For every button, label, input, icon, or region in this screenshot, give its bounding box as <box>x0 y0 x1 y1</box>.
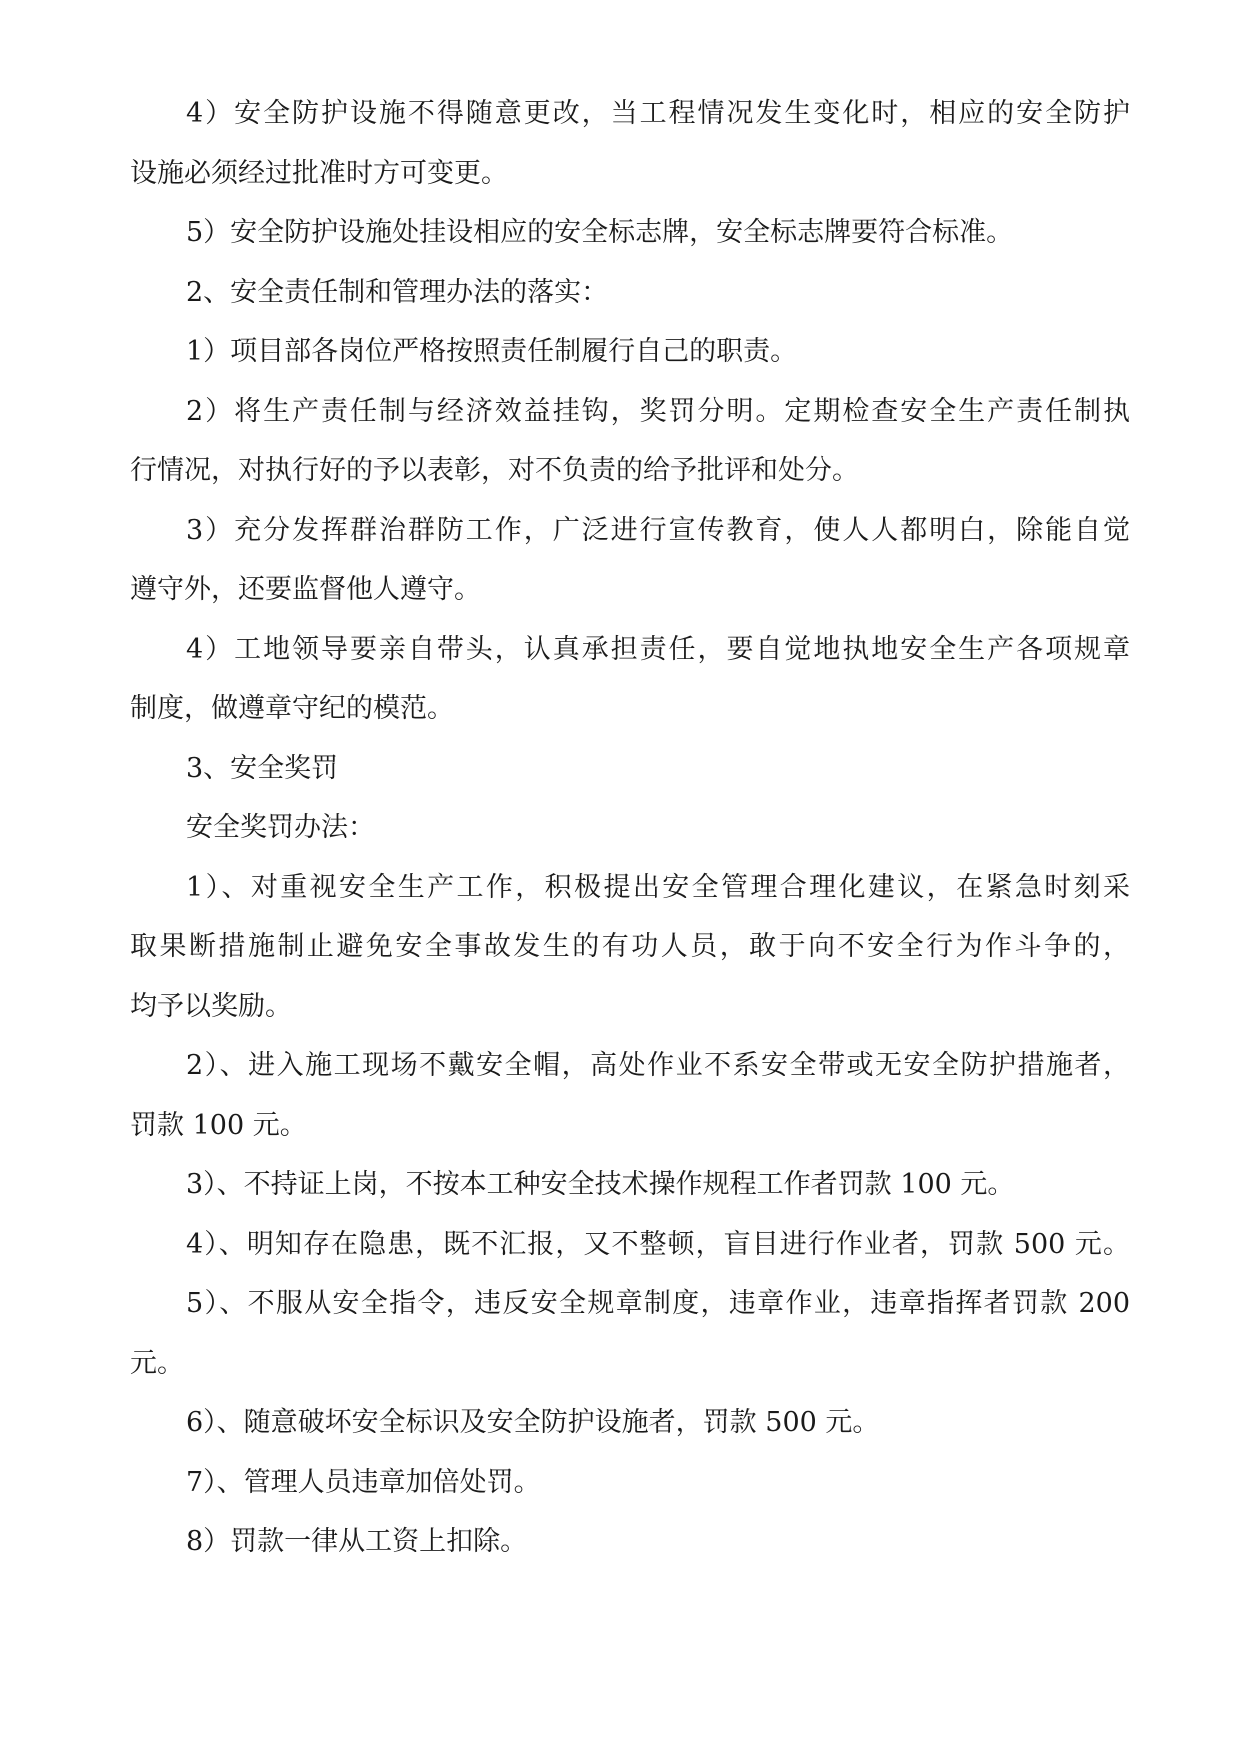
text-line: 2）、进入施工现场不戴安全帽，高处作业不系安全带或无安全防护措施者， <box>186 1050 1130 1081</box>
text-line: 5）、不服从安全指令，违反安全规章制度，违章作业，违章指挥者罚款 200 <box>186 1288 1130 1319</box>
text-line: 元。 <box>130 1347 184 1379</box>
text-line: 行情况，对执行好的予以表彰，对不负责的给予批评和处分。 <box>130 455 859 486</box>
text-line: 8）罚款一律从工资上扣除。 <box>186 1526 528 1557</box>
text-line: 2）将生产责任制与经济效益挂钩，奖罚分明。定期检查安全生产责任制执 <box>186 395 1130 427</box>
text-line: 设施必须经过批准时方可变更。 <box>130 157 508 189</box>
text-line: 4）、明知存在隐患，既不汇报，又不整顿，盲目进行作业者，罚款 500 元。 <box>186 1228 1130 1260</box>
document-body <box>130 84 1130 1572</box>
text-line: 6）、随意破坏安全标识及安全防护设施者，罚款 500 元。 <box>186 1407 880 1438</box>
subheading: 安全奖罚办法： <box>186 812 375 843</box>
text-line: 罚款 100 元。 <box>130 1109 307 1141</box>
section-heading: 3、安全奖罚 <box>186 752 339 784</box>
text-line: 1）、对重视安全生产工作，积极提出安全管理合理化建议，在紧急时刻采 <box>186 871 1130 903</box>
text-line: 1）项目部各岗位严格按照责任制履行自己的职责。 <box>186 336 798 367</box>
text-line: 4）工地领导要亲自带头，认真承担责任，要自觉地执地安全生产各项规章 <box>186 633 1130 665</box>
text-line: 7）、管理人员违章加倍处罚。 <box>186 1466 541 1498</box>
text-line: 3）、不持证上岗，不按本工种安全技术操作规程工作者罚款 100 元。 <box>186 1169 1015 1200</box>
text-line: 5）安全防护设施处挂设相应的安全标志牌，安全标志牌要符合标准。 <box>186 217 1014 248</box>
text-line: 4）安全防护设施不得随意更改，当工程情况发生变化时，相应的安全防护 <box>186 98 1130 129</box>
text-line: 均予以奖励。 <box>130 990 292 1022</box>
section-heading: 2、安全责任制和管理办法的落实： <box>186 276 609 308</box>
text-line: 制度，做遵章守纪的模范。 <box>130 693 454 724</box>
text-line: 遵守外，还要监督他人遵守。 <box>130 574 481 605</box>
text-line: 3）充分发挥群治群防工作，广泛进行宣传教育，使人人都明白，除能自觉 <box>186 514 1130 546</box>
text-line: 取果断措施制止避免安全事故发生的有功人员，敢于向不安全行为作斗争的， <box>130 931 1130 962</box>
